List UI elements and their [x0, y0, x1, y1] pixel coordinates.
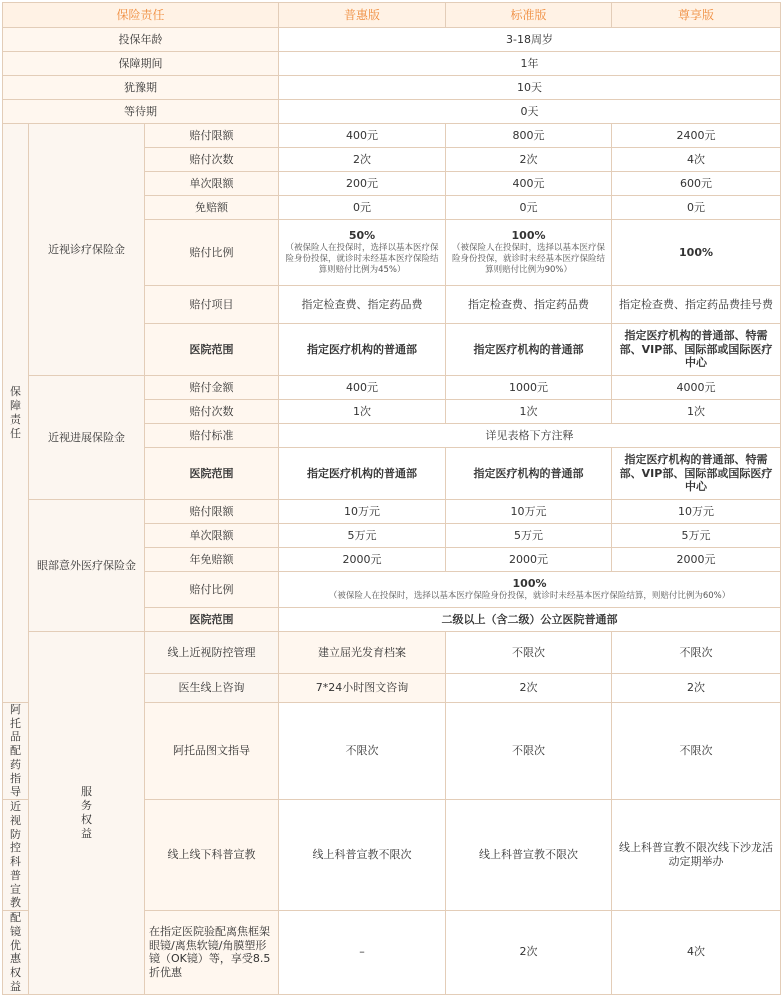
progress-times-label: 赔付次数: [145, 400, 279, 424]
eye-accident-title: 眼部意外医疗保险金: [29, 500, 145, 632]
row-treat-limit: [3, 124, 781, 148]
treat-limit-standard: 800元: [446, 124, 612, 148]
section-service-text: 服务权益: [81, 785, 92, 840]
service-name-2: 阿托品配药指导: [3, 702, 29, 799]
treat-ratio-standard-pct: 100%: [511, 229, 546, 243]
accident-limit-standard: 10万元: [446, 500, 612, 524]
accident-limit-basic: 10万元: [279, 500, 446, 524]
header-plan-basic: 普惠版: [279, 3, 446, 28]
service-standard-3: 线上科普宣教不限次: [446, 800, 612, 911]
service-basic-1: 2次: [446, 674, 612, 703]
service-standard-1: 2次: [612, 674, 781, 703]
service-basic-0: 不限次: [446, 632, 612, 674]
treat-single-standard: 400元: [446, 172, 612, 196]
header-coverage: 保险责任: [3, 3, 279, 28]
service-desc-0: 建立屈光发育档案: [279, 632, 446, 674]
accident-deductible-standard: 2000元: [446, 548, 612, 572]
accident-single-label: 单次限额: [145, 524, 279, 548]
progress-times-basic: 1次: [279, 400, 446, 424]
progress-hospital-basic: 指定医疗机构的普通部: [279, 448, 446, 500]
value-cooling: 10天: [279, 76, 781, 100]
value-waiting: 0天: [279, 100, 781, 124]
treat-deductible-standard: 0元: [446, 196, 612, 220]
row-cooling: [3, 76, 781, 100]
treat-deductible-premium: 0元: [612, 196, 781, 220]
service-name-1: 医生线上咨询: [145, 674, 279, 703]
treat-items-premium: 指定检查费、指定药品费挂号费: [612, 286, 781, 324]
row-accident-limit: [3, 500, 781, 524]
service-desc-2: 阿托品图文指导: [145, 702, 279, 799]
progress-amount-basic: 400元: [279, 376, 446, 400]
row-progress-amount: [3, 376, 781, 400]
label-waiting: 等待期: [3, 100, 279, 124]
treat-ratio-basic: [279, 220, 446, 286]
service-premium-4: 4次: [612, 911, 781, 995]
accident-ratio-note: （被保险人在投保时，选择以基本医疗保险身份投保，就诊时未经基本医疗保险结算，则赔付比例为60%）: [328, 590, 731, 601]
accident-single-standard: 5万元: [446, 524, 612, 548]
progress-standard-label: 赔付标准: [145, 424, 279, 448]
treat-hospital-standard: 指定医疗机构的普通部: [446, 324, 612, 376]
progress-times-standard: 1次: [446, 400, 612, 424]
service-desc-1: 7*24小时图文咨询: [279, 674, 446, 703]
service-premium-3: 线上科普宣教不限次线下沙龙活动定期举办: [612, 800, 781, 911]
service-basic-3: 线上科普宣教不限次: [279, 800, 446, 911]
progress-amount-label: 赔付金额: [145, 376, 279, 400]
service-standard-2: 不限次: [446, 702, 612, 799]
service-standard-4: 2次: [446, 911, 612, 995]
header-plan-premium: 尊享版: [612, 3, 781, 28]
treat-items-standard: 指定检查费、指定药品费: [446, 286, 612, 324]
treat-ratio-standard: [446, 220, 612, 286]
treat-single-label: 单次限额: [145, 172, 279, 196]
label-age: 投保年龄: [3, 28, 279, 52]
treat-single-basic: 200元: [279, 172, 446, 196]
treat-hospital-basic: 指定医疗机构的普通部: [279, 324, 446, 376]
treat-limit-label: 赔付限额: [145, 124, 279, 148]
service-basic-2: 不限次: [279, 702, 446, 799]
treat-single-premium: 600元: [612, 172, 781, 196]
row-waiting: [3, 100, 781, 124]
service-desc-4: 在指定医院验配离焦框架眼镜/离焦软镜/角膜塑形镜（OK镜）等，享受8.5折优惠: [145, 911, 279, 995]
treat-items-label: 赔付项目: [145, 286, 279, 324]
treat-limit-basic: 400元: [279, 124, 446, 148]
progress-amount-standard: 1000元: [446, 376, 612, 400]
row-age: [3, 28, 781, 52]
treat-ratio-standard-note: （被保险人在投保时，选择以基本医疗保险身份投保，就诊时未经基本医疗保险结算则赔付比例为90%）: [452, 242, 606, 275]
section-coverage-label: [3, 124, 29, 703]
myopia-progress-title: 近视进展保险金: [29, 376, 145, 500]
accident-hospital-label: 医院范围: [145, 608, 279, 632]
progress-hospital-label: 医院范围: [145, 448, 279, 500]
accident-ratio-value: [279, 572, 781, 608]
progress-times-premium: 1次: [612, 400, 781, 424]
treat-times-label: 赔付次数: [145, 148, 279, 172]
service-name-4: 配镜优惠权益: [3, 911, 29, 995]
treat-times-basic: 2次: [279, 148, 446, 172]
value-age: 3-18周岁: [279, 28, 781, 52]
progress-amount-premium: 4000元: [612, 376, 781, 400]
accident-limit-label: 赔付限额: [145, 500, 279, 524]
accident-ratio-pct: 100%: [512, 577, 547, 591]
row-service-0: [3, 632, 781, 674]
accident-deductible-premium: 2000元: [612, 548, 781, 572]
label-period: 保障期间: [3, 52, 279, 76]
service-premium-2: 不限次: [612, 702, 781, 799]
benefits-table: [2, 2, 781, 995]
service-standard-0: 不限次: [612, 632, 781, 674]
accident-deductible-label: 年免赔额: [145, 548, 279, 572]
treat-deductible-basic: 0元: [279, 196, 446, 220]
header-plan-standard: 标准版: [446, 3, 612, 28]
service-name-3: 近视防控科普宣教: [3, 800, 29, 911]
service-name-0: 线上近视防控管理: [145, 632, 279, 674]
treat-ratio-label: 赔付比例: [145, 220, 279, 286]
header-row: [3, 3, 781, 28]
accident-deductible-basic: 2000元: [279, 548, 446, 572]
treat-ratio-premium: 100%: [612, 220, 781, 286]
accident-single-premium: 5万元: [612, 524, 781, 548]
section-service-label: [29, 632, 145, 995]
label-cooling: 犹豫期: [3, 76, 279, 100]
row-period: [3, 52, 781, 76]
treat-ratio-basic-note: （被保险人在投保时，选择以基本医疗保险身份投保，就诊时未经基本医疗保险结算则赔付比例为45%）: [285, 242, 439, 275]
accident-ratio-label: 赔付比例: [145, 572, 279, 608]
accident-hospital-value: 二级以上（含二级）公立医院普通部: [279, 608, 781, 632]
treat-ratio-basic-pct: 50%: [348, 229, 376, 243]
service-desc-3: 线上线下科普宣教: [145, 800, 279, 911]
treat-hospital-premium: 指定医疗机构的普通部、特需部、VIP部、国际部或国际医疗中心: [612, 324, 781, 376]
accident-single-basic: 5万元: [279, 524, 446, 548]
myopia-treat-title: 近视诊疗保险金: [29, 124, 145, 376]
progress-hospital-premium: 指定医疗机构的普通部、特需部、VIP部、国际部或国际医疗中心: [612, 448, 781, 500]
progress-standard-value: 详见表格下方注释: [279, 424, 781, 448]
treat-items-basic: 指定检查费、指定药品费: [279, 286, 446, 324]
accident-limit-premium: 10万元: [612, 500, 781, 524]
treat-deductible-label: 免赔额: [145, 196, 279, 220]
treat-limit-premium: 2400元: [612, 124, 781, 148]
treat-times-standard: 2次: [446, 148, 612, 172]
value-period: 1年: [279, 52, 781, 76]
section-coverage-text: 保障责任: [10, 385, 21, 440]
treat-hospital-label: 医院范围: [145, 324, 279, 376]
progress-hospital-standard: 指定医疗机构的普通部: [446, 448, 612, 500]
service-basic-4: –: [279, 911, 446, 995]
treat-times-premium: 4次: [612, 148, 781, 172]
